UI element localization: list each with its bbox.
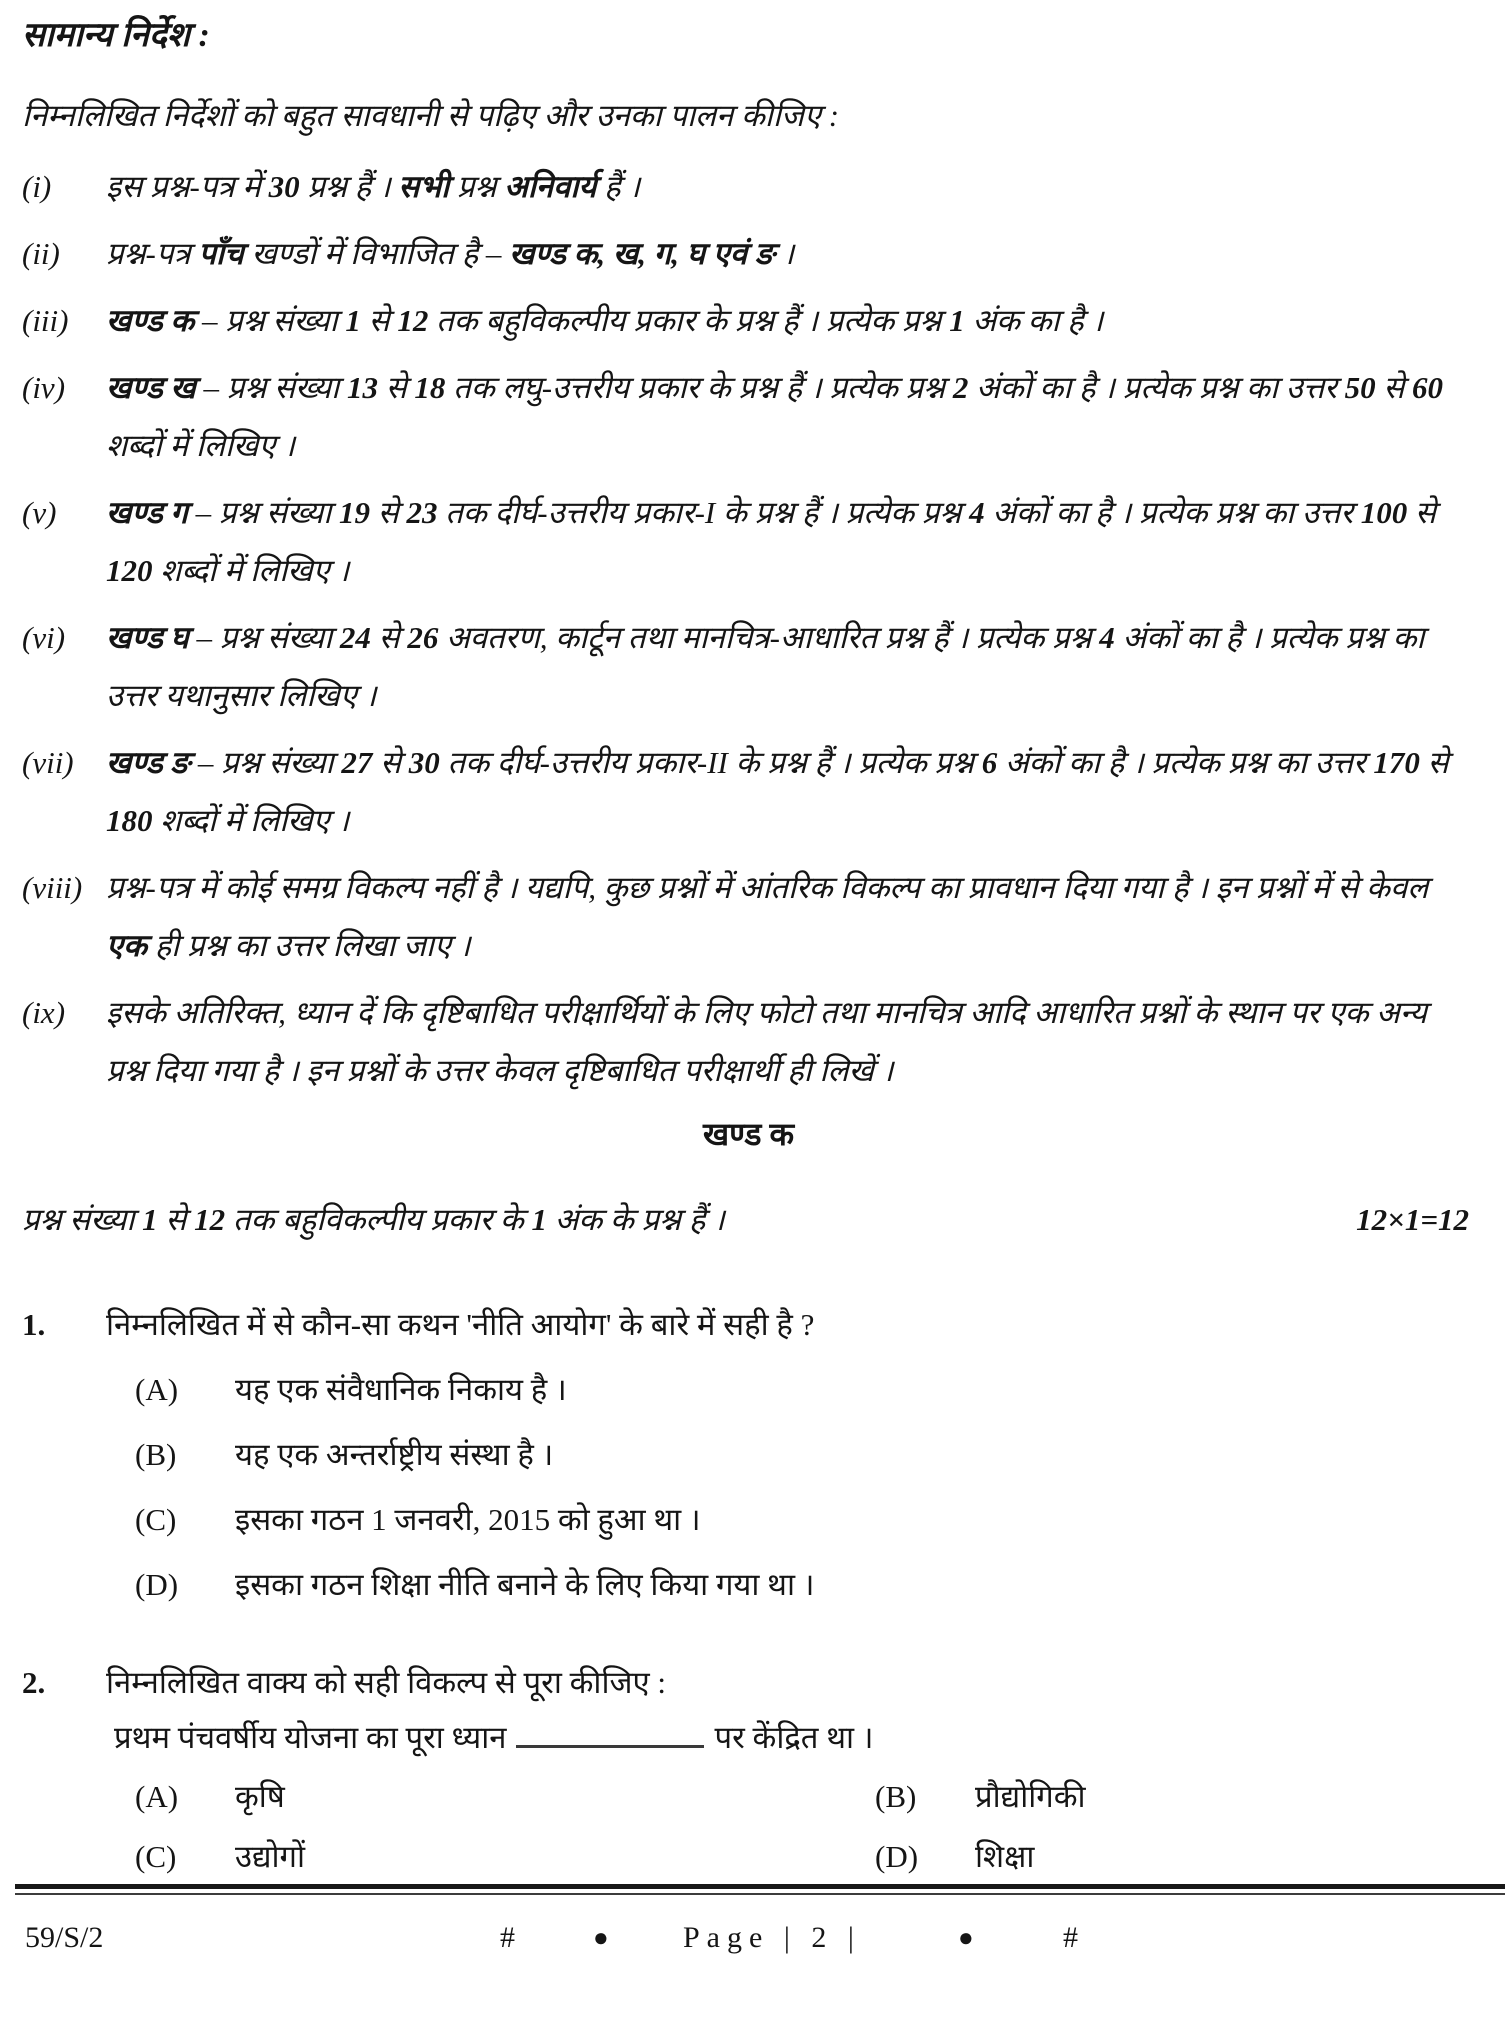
instruction-item	[22, 609, 1475, 725]
option-label: (A)	[135, 1372, 179, 1407]
instruction-text	[106, 158, 1475, 216]
option	[875, 1774, 1475, 1820]
options-list	[22, 1361, 1475, 1614]
option-label: (C)	[135, 1839, 177, 1874]
text-segment: अवतरण, कार्टून तथा मानचित्र-आधारित प्रश्न हैं । प्रत्येक प्रश्न	[438, 620, 1100, 655]
bold-text-segment: एक	[106, 928, 147, 963]
text-segment: ।	[774, 236, 795, 271]
option-text: यह एक संवैधानिक निकाय है ।	[235, 1372, 567, 1407]
fill-text-after: पर केंद्रित था ।	[714, 1720, 874, 1755]
bold-text-segment: 50	[1344, 370, 1376, 405]
section-intro-row	[22, 1191, 1475, 1249]
text-segment: से	[377, 370, 415, 405]
bold-text-segment: 27	[341, 745, 373, 780]
option	[22, 1834, 875, 1880]
section-heading: खण्ड क	[702, 1116, 795, 1152]
instruction-number: (vii)	[22, 745, 74, 780]
text-segment: तक लघु-उत्तरीय प्रकार के प्रश्न हैं । प्रत्येक प्रश्न	[445, 370, 953, 405]
bullet-dot-right: ●	[958, 1923, 974, 1952]
text-segment: तक बहुविकल्पीय प्रकार के	[225, 1202, 532, 1237]
text-segment: से	[1375, 370, 1413, 405]
bold-text-segment: 180	[106, 803, 153, 838]
instruction-number: (iv)	[22, 370, 66, 405]
text-segment: अंकों का है । प्रत्येक प्रश्न का उत्तर	[968, 370, 1345, 405]
instruction-number: (viii)	[22, 870, 83, 905]
text-segment: – प्रश्न संख्या	[195, 370, 347, 405]
option	[135, 1491, 1475, 1549]
instruction-text	[106, 484, 1475, 600]
text-segment: – प्रश्न संख्या	[188, 620, 340, 655]
instruction-text	[106, 984, 1475, 1100]
footer-divider	[15, 1884, 1505, 1895]
option	[135, 1426, 1475, 1484]
questions-block	[22, 1296, 1475, 1880]
bold-text-segment: खण्ड ख	[106, 370, 196, 405]
question	[22, 1296, 1475, 1614]
page-number-label: Page | 2 |	[683, 1921, 861, 1954]
text-segment: तक दीर्घ-उत्तरीय प्रकार-II के प्रश्न हैं । प्रत्येक प्रश्न	[439, 745, 982, 780]
instruction-number: (i)	[22, 169, 52, 204]
text-segment: से	[1407, 495, 1436, 530]
instructions-intro: निम्नलिखित निर्देशों को बहुत सावधानी से पढ़िए और उनका पालन कीजिए :	[22, 98, 840, 133]
instruction-number: (v)	[22, 495, 57, 530]
bold-text-segment: खण्ड घ	[106, 620, 189, 655]
text-segment: शब्दों में लिखिए ।	[106, 428, 296, 463]
option-text: उद्योगों	[235, 1839, 306, 1874]
text-segment: – प्रश्न संख्या	[194, 303, 346, 338]
text-segment: शब्दों में लिखिए ।	[152, 553, 350, 588]
text-segment: से	[360, 303, 398, 338]
text-segment: अंक के प्रश्न हैं ।	[546, 1202, 725, 1237]
bold-text-segment: 1	[949, 303, 965, 338]
question-text: निम्नलिखित वाक्य को सही विकल्प से पूरा कीजिए :	[106, 1665, 666, 1700]
question-number: 1.	[22, 1307, 46, 1342]
option	[135, 1556, 1475, 1614]
text-segment: अंकों का है । प्रत्येक प्रश्न का उत्तर	[984, 495, 1361, 530]
option-label: (D)	[135, 1567, 179, 1602]
text-segment: तक दीर्घ-उत्तरीय प्रकार-I के प्रश्न हैं । प्रत्येक प्रश्न	[437, 495, 970, 530]
blank-underline	[516, 1714, 704, 1748]
bold-text-segment: 4	[1099, 620, 1115, 655]
question-number: 2.	[22, 1665, 46, 1700]
bold-text-segment: 19	[339, 495, 371, 530]
instruction-item	[22, 734, 1475, 850]
option-label: (D)	[875, 1839, 919, 1874]
option	[135, 1361, 1475, 1419]
text-segment: ही प्रश्न का उत्तर लिखा जाए ।	[146, 928, 471, 963]
text-segment: शब्दों में लिखिए ।	[152, 803, 350, 838]
instruction-item	[22, 158, 1475, 216]
text-segment: प्रश्न हैं ।	[299, 169, 399, 204]
option-text: कृषि	[235, 1779, 285, 1814]
section-marks: 12×1=12	[1356, 1202, 1469, 1237]
instruction-item	[22, 359, 1475, 475]
section-intro-text	[22, 1191, 725, 1249]
bold-text-segment: खण्ड क, ख, ग, घ एवं ङ	[509, 236, 775, 271]
instruction-item	[22, 225, 1475, 283]
bold-text-segment: सभी	[398, 169, 450, 204]
instruction-text	[106, 292, 1475, 350]
hash-mark-right: #	[1063, 1921, 1078, 1954]
option-text: शिक्षा	[975, 1839, 1035, 1874]
fill-text-before: प्रथम पंचवर्षीय योजना का पूरा ध्यान	[114, 1720, 507, 1755]
question-head	[22, 1654, 1475, 1712]
hash-mark-left: #	[500, 1921, 515, 1954]
text-segment: – प्रश्न संख्या	[190, 745, 342, 780]
text-segment: से	[157, 1202, 195, 1237]
text-segment: प्रश्न-पत्र	[106, 236, 199, 271]
instruction-text	[106, 734, 1475, 850]
text-segment: अंकों का है । प्रत्येक प्रश्न का उत्तर यथानुसार लिखिए ।	[106, 620, 1425, 713]
bold-text-segment: 1	[142, 1202, 158, 1237]
text-segment: प्रश्न	[449, 169, 505, 204]
instruction-text	[106, 609, 1475, 725]
text-segment: खण्डों में विभाजित है –	[243, 236, 510, 271]
option-text: यह एक अन्तर्राष्ट्रीय संस्था है ।	[235, 1437, 554, 1472]
text-segment: अंकों का है । प्रत्येक प्रश्न का उत्तर	[997, 745, 1374, 780]
option-label: (C)	[135, 1502, 177, 1537]
instructions-list	[22, 158, 1475, 1100]
instruction-item	[22, 859, 1475, 975]
option-text: इसका गठन शिक्षा नीति बनाने के लिए किया गया था ।	[235, 1567, 815, 1602]
instruction-number: (iii)	[22, 303, 69, 338]
text-segment: से	[370, 620, 408, 655]
question	[22, 1654, 1475, 1880]
bold-text-segment: 13	[346, 370, 378, 405]
option-label: (B)	[135, 1437, 177, 1472]
option	[875, 1834, 1475, 1880]
instruction-item	[22, 984, 1475, 1100]
bold-text-segment: 1	[345, 303, 361, 338]
option-text: प्रौद्योगिकी	[975, 1779, 1086, 1814]
text-segment: हैं ।	[596, 169, 641, 204]
bold-text-segment: 12	[397, 303, 429, 338]
paper-code: 59/S/2	[25, 1921, 104, 1954]
text-segment: प्रश्न संख्या	[22, 1202, 143, 1237]
bold-text-segment: 100	[1360, 495, 1408, 530]
bold-text-segment: 30	[408, 745, 440, 780]
bold-text-segment: 12	[194, 1202, 226, 1237]
options-grid	[22, 1774, 1475, 1880]
bold-text-segment: खण्ड क	[106, 303, 195, 338]
bold-text-segment: 60	[1412, 370, 1444, 405]
text-segment: प्रश्न-पत्र में कोई समग्र विकल्प नहीं है । यद्यपि, कुछ प्रश्नों में आंतरिक विकल्प का प्रावधान दिया गया है । इन प्रश्नों में से केवल	[106, 870, 1429, 905]
bold-text-segment: 1	[531, 1202, 547, 1237]
text-segment: से	[370, 495, 407, 530]
text-segment: इसके अतिरिक्त, ध्यान दें कि दृष्टिबाधित परीक्षार्थियों के लिए फोटो तथा मानचित्र आदि आधारित प्रश्नों के स्थान पर एक अन्य प्रश्न दिया गया है । इन प्रश्नों के उत्तर केवल दृष्टिबाधित परीक्षार्थी ही लिखें ।	[106, 995, 1427, 1088]
instruction-item	[22, 292, 1475, 350]
instruction-text	[106, 859, 1475, 975]
question-text: निम्नलिखित में से कौन-सा कथन 'नीति आयोग' के बारे में सही है ?	[106, 1307, 815, 1342]
text-segment: इस प्रश्न-पत्र में	[106, 169, 269, 204]
bullet-dot-left: ●	[593, 1923, 609, 1952]
bold-text-segment: अनिवार्य	[504, 169, 597, 204]
bold-text-segment: 4	[969, 495, 985, 530]
option-label: (B)	[875, 1779, 917, 1814]
instruction-text	[106, 359, 1475, 475]
bold-text-segment: पाँच	[198, 236, 244, 271]
option-text: इसका गठन 1 जनवरी, 2015 को हुआ था ।	[235, 1502, 701, 1537]
bold-text-segment: 6	[981, 745, 998, 780]
option-label: (A)	[135, 1779, 179, 1814]
text-segment: से	[1419, 745, 1449, 780]
bold-text-segment: खण्ड ग	[106, 495, 188, 530]
bold-text-segment: 23	[406, 495, 438, 530]
text-segment: अंक का है ।	[964, 303, 1104, 338]
question-head	[22, 1296, 1475, 1354]
bold-text-segment: 30	[268, 169, 300, 204]
page-footer	[0, 1918, 1505, 1978]
instruction-item	[22, 484, 1475, 600]
fill-in-blank-line	[114, 1712, 1475, 1764]
text-segment: से	[372, 745, 409, 780]
bold-text-segment: 18	[414, 370, 446, 405]
instruction-number: (ii)	[22, 236, 60, 271]
option	[22, 1774, 875, 1820]
bold-text-segment: 170	[1373, 745, 1420, 780]
instruction-number: (vi)	[22, 620, 66, 655]
general-instructions-title: सामान्य निर्देश :	[22, 17, 210, 54]
instruction-text	[106, 225, 1475, 283]
text-segment: – प्रश्न संख्या	[187, 495, 340, 530]
text-segment: तक बहुविकल्पीय प्रकार के प्रश्न हैं । प्रत्येक प्रश्न	[428, 303, 950, 338]
instruction-number: (ix)	[22, 995, 66, 1030]
bold-text-segment: खण्ड ङ	[106, 745, 191, 780]
bold-text-segment: 26	[407, 620, 439, 655]
bold-text-segment: 2	[952, 370, 969, 405]
bold-text-segment: 24	[339, 620, 371, 655]
bold-text-segment: 120	[106, 553, 153, 588]
